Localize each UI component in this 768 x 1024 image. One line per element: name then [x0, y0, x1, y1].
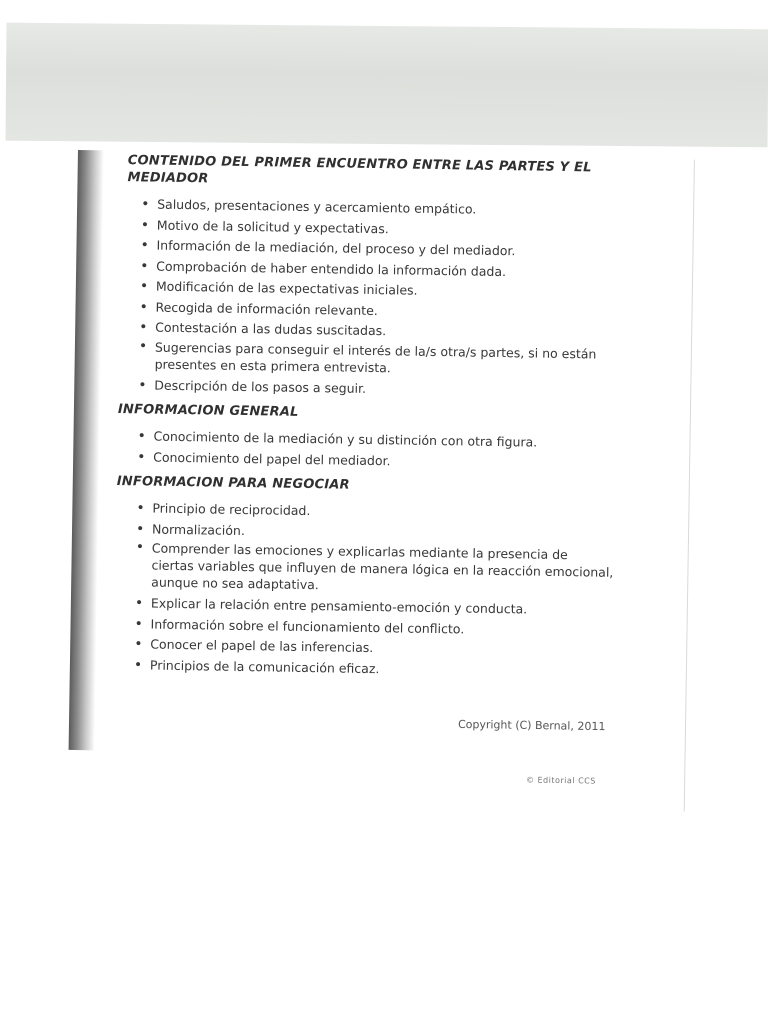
- bullet-icon: •: [134, 595, 144, 612]
- list-item: • Motivo de la solicitud y expectativas.: [140, 216, 389, 236]
- list-item: • Descripción de los pasos a seguir.: [138, 376, 367, 396]
- bullet-icon: •: [140, 216, 150, 233]
- bullet-icon: •: [138, 337, 148, 354]
- bullet-icon: •: [133, 656, 143, 673]
- section-heading: CONTENIDO DEL PRIMER ENCUENTRO ENTRE LAS PARTES Y EL MEDIADOR: [127, 153, 592, 187]
- bullet-list: [116, 194, 619, 403]
- bullet-icon: •: [141, 196, 150, 213]
- list-item: • Comprender las emociones y explicarlas mediante la presencia de ciertas variables que influyen de manera lógica en la reacción emocional, aunque no sea adaptativa.: [135, 539, 614, 593]
- bullet-icon: •: [135, 520, 145, 537]
- bullet-icon: •: [139, 298, 148, 315]
- list-item: • Modificación de las expectativas iniciales.: [139, 278, 418, 298]
- list-item: • Información sobre el funcionamiento del conflicto.: [134, 615, 465, 636]
- bullet-list: [115, 426, 616, 475]
- list-item: • Normalización.: [135, 520, 246, 538]
- bullet-icon: •: [140, 257, 149, 274]
- publisher-footer: © Editorial CCS: [525, 775, 596, 786]
- bullet-icon: •: [139, 278, 149, 295]
- list-item: • Recogida de información relevante.: [139, 298, 378, 318]
- section-heading: INFORMACION GENERAL: [117, 402, 299, 420]
- bullet-icon: •: [137, 428, 146, 445]
- scan-background: [0, 0, 768, 148]
- list-item: • Principios de la comunicación eficaz.: [133, 656, 380, 676]
- document-content: [112, 152, 620, 687]
- bullet-icon: •: [134, 636, 143, 653]
- list-item: • Información de la mediación, del proceso y del mediador.: [140, 237, 516, 259]
- bullet-icon: •: [137, 448, 146, 465]
- list-item: • Conocer el papel de las inferencias.: [134, 636, 374, 656]
- list-item: • Comprobación de haber entendido la información dada.: [140, 257, 507, 279]
- list-item: • Sugerencias para conseguir el interés de la/s otra/s partes, si no están presentes en esta primera entrevista.: [138, 337, 597, 375]
- list-item: • Conocimiento de la mediación y su distinción con otra figura.: [137, 428, 538, 450]
- bullet-icon: •: [138, 376, 147, 393]
- section-heading: INFORMACION PARA NEGOCIAR: [116, 473, 350, 493]
- bullet-icon: •: [140, 237, 149, 254]
- bullet-icon: •: [135, 539, 145, 556]
- scan-gray-strip: [5, 23, 768, 148]
- bullet-icon: •: [134, 615, 143, 632]
- bullet-icon: •: [136, 500, 145, 517]
- list-item: • Conocimiento del papel del mediador.: [137, 448, 391, 468]
- copyright-notice: Copyright (C) Bernal, 2011: [457, 717, 606, 734]
- bullet-icon: •: [139, 319, 148, 336]
- list-item: • Explicar la relación entre pensamiento-emoción y conducta.: [134, 595, 528, 617]
- list-item: • Principio de reciprocidad.: [136, 500, 311, 519]
- list-item: • Contestación a las dudas suscitadas.: [139, 319, 387, 339]
- list-item: • Saludos, presentaciones y acercamiento empático.: [141, 196, 477, 217]
- bullet-list: [112, 498, 615, 683]
